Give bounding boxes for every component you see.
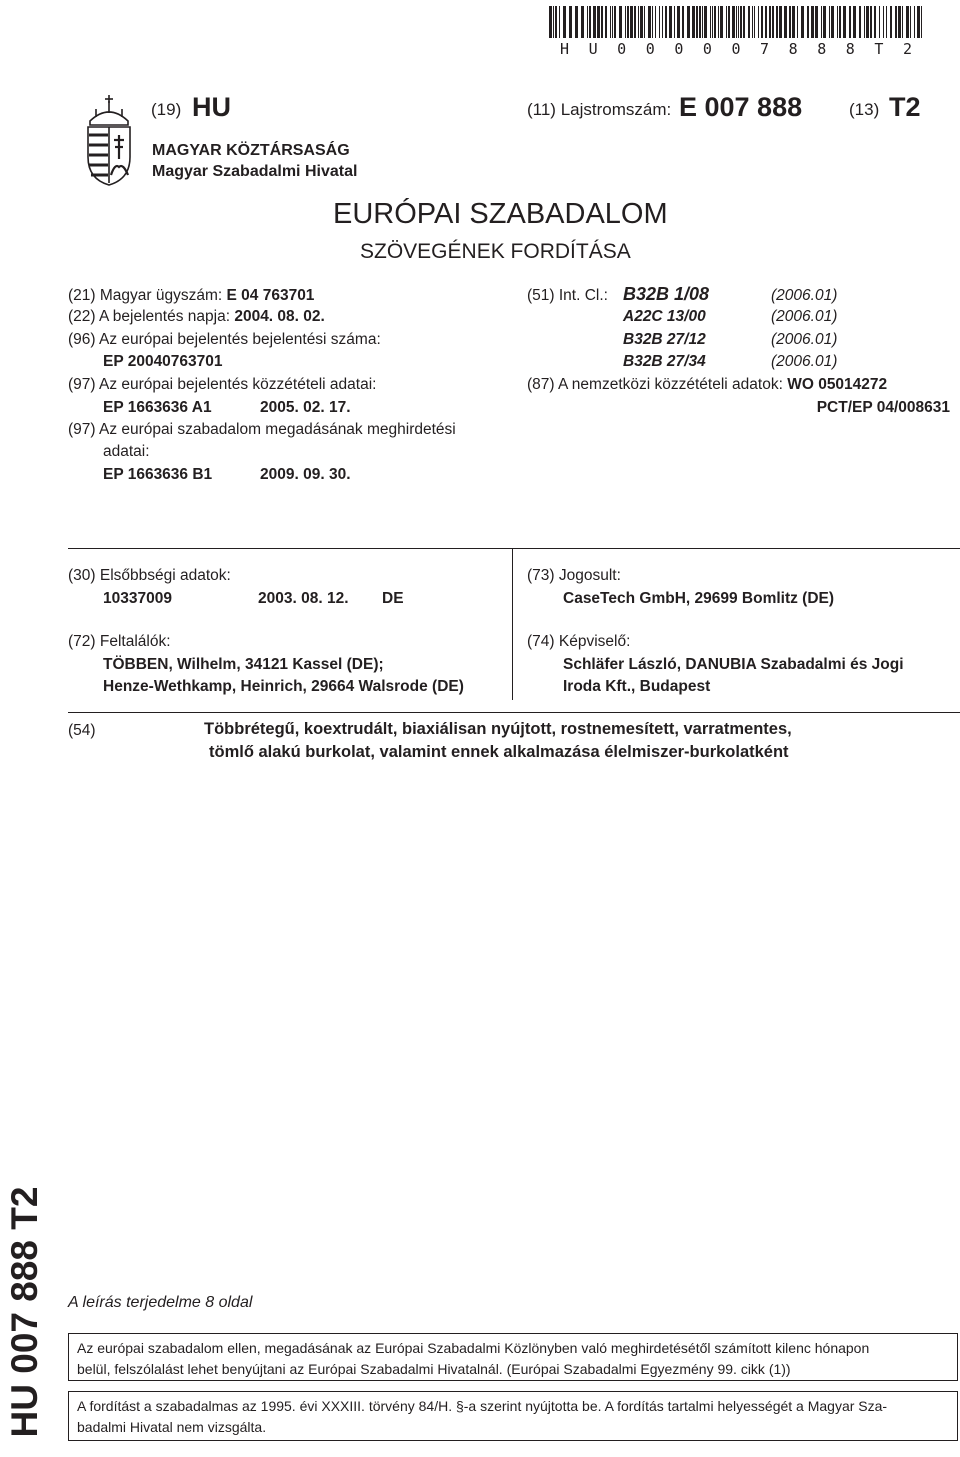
inventor-1: TÖBBEN, Wilhelm, 34121 Kassel (DE);: [103, 656, 384, 673]
field-87: (87) A nemzetközi közzétételi adatok: WO 05014272: [527, 376, 888, 393]
barcode-bar: [879, 6, 880, 38]
barcode-bar: [758, 6, 759, 38]
barcode-bar: [895, 6, 897, 38]
barcode-bar: [823, 6, 826, 38]
barcode-bar: [866, 6, 869, 38]
field-87-pct: PCT/EP 04/008631: [816, 399, 950, 416]
opposition-notice-box: [68, 1333, 958, 1381]
barcode-bar: [743, 6, 745, 38]
barcode-bar: [704, 6, 707, 38]
barcode-bar: [815, 6, 818, 38]
barcode-char: 8: [788, 40, 798, 58]
field-73-label: (73) Jogosult:: [527, 567, 621, 584]
barcode-bar: [674, 6, 675, 38]
barcode-bar: [738, 6, 739, 38]
barcode-bar: [864, 6, 865, 38]
barcode-bar: [549, 6, 552, 38]
barcode-bar: [801, 6, 804, 38]
barcode-bar: [687, 6, 690, 38]
field-97b-label-1: (97) Az európai szabadalom megadásának meghirdetési: [68, 421, 456, 438]
barcode-bar: [728, 6, 730, 38]
barcode-bar: [837, 6, 838, 38]
translation-notice-box: [68, 1391, 958, 1441]
barcode-bar: [898, 6, 901, 38]
barcode-bar: [677, 6, 680, 38]
field-30-date: 2003. 08. 12.: [258, 590, 349, 607]
barcode-bar: [839, 6, 841, 38]
barcode-bar: [563, 6, 566, 38]
ipc-code-1: B32B 1/08: [623, 284, 710, 304]
barcode-bar: [765, 6, 767, 38]
barcode-char: 0: [702, 40, 712, 58]
barcode-bar: [625, 6, 626, 38]
barcode-bar: [792, 6, 795, 38]
barcode-bar: [779, 6, 782, 38]
barcode-bar: [740, 6, 742, 38]
barcode-bar: [605, 6, 607, 38]
inventor-2: Henze-Wethkamp, Heinrich, 29664 Walsrode (DE): [103, 678, 464, 695]
translation-line-1: A fordítást a szabadalmas az 1995. évi XXXIII. törvény 84/H. §-a szerint nyújtotta be. A fordítás tartalmi helyességét a Magyar Sza-: [77, 1398, 888, 1414]
document-title: EURÓPAI SZABADALOM: [333, 198, 668, 230]
field-87-wo: WO 05014272: [787, 376, 888, 393]
barcode-bar: [769, 6, 771, 38]
country-code: HU: [192, 92, 231, 122]
barcode-bar: [692, 6, 695, 38]
field-73-value: CaseTech GmbH, 29699 Bomlitz (DE): [563, 590, 835, 607]
barcode-bar: [652, 6, 653, 38]
barcode-bar: [589, 6, 591, 38]
barcode-char: 0: [674, 40, 684, 58]
barcode-bar: [831, 6, 834, 38]
barcode-bar: [726, 6, 727, 38]
barcode-bar: [614, 6, 616, 38]
code-19: (19): [151, 100, 182, 119]
barcode-bar: [811, 6, 814, 38]
barcode-bar: [640, 6, 643, 38]
barcode-bar: [754, 6, 755, 38]
field-22: (22) A bejelentés napja: 2004. 08. 02.: [68, 308, 325, 325]
field-21-value: E 04 763701: [226, 287, 315, 304]
barcode-bar: [569, 6, 572, 38]
barcode-bar: [587, 6, 588, 38]
barcode-bar: [601, 6, 603, 38]
barcode-bar: [921, 6, 922, 38]
barcode-bar: [853, 6, 856, 38]
field-97a-date: 2005. 02. 17.: [260, 399, 351, 416]
barcode-bar: [906, 6, 909, 38]
barcode-bar: [662, 6, 663, 38]
ipc-version-3: (2006.01): [771, 331, 838, 348]
barcode-bar: [761, 6, 763, 38]
barcode-bar: [784, 6, 787, 38]
kind-code: T2: [889, 92, 921, 122]
barcode-bar: [874, 6, 876, 38]
barcode-bar: [581, 6, 584, 38]
barcode-bar: [655, 6, 656, 38]
barcode-bar: [829, 6, 830, 38]
field-97b-label-2: adatai:: [103, 443, 150, 460]
document-subtitle: SZÖVEGÉNEK FORDÍTÁSA: [360, 240, 631, 263]
barcode-bar: [732, 6, 735, 38]
barcode-bar: [612, 6, 613, 38]
barcode-bar: [748, 6, 750, 38]
barcode-char: 0: [731, 40, 741, 58]
field-51-label: (51) Int. Cl.:: [527, 287, 608, 304]
parties-top-rule: [68, 548, 960, 549]
invention-top-rule: [68, 712, 960, 713]
barcode-bar: [597, 6, 600, 38]
barcode-bar: [702, 6, 703, 38]
barcode-bar: [917, 6, 920, 38]
barcode-bar: [630, 6, 633, 38]
field-74-line-1: Schläfer László, DANUBIA Szabadalmi és Jogi: [563, 656, 904, 673]
field-30-number: 10337009: [103, 590, 172, 607]
code-13: (13): [849, 100, 880, 119]
field-96-label: (96) Az európai bejelentés bejelentési száma:: [68, 331, 381, 348]
barcode-bar: [902, 6, 903, 38]
barcode-bar: [593, 6, 596, 38]
barcode-bar: [559, 6, 560, 38]
parties-divider: [512, 548, 513, 700]
field-30-label: (30) Elsőbbségi adatok:: [68, 567, 231, 584]
barcode-bar: [859, 6, 861, 38]
field-74-line-2: Iroda Kft., Budapest: [563, 678, 711, 695]
barcode-bar: [870, 6, 872, 38]
barcode-bar: [665, 6, 667, 38]
barcode-char: 8: [817, 40, 827, 58]
barcode-bar: [890, 6, 892, 38]
barcode-char: H: [560, 40, 570, 58]
field-72-label: (72) Feltalálók:: [68, 633, 171, 650]
barcode-bar: [883, 6, 884, 38]
field-74-label: (74) Képviselő:: [527, 633, 631, 650]
barcode-bar: [718, 6, 719, 38]
barcode-bar: [886, 6, 887, 38]
barcode-bar: [789, 6, 791, 38]
barcode-bar: [843, 6, 846, 38]
barcode-bar: [849, 6, 851, 38]
barcode-bar: [634, 6, 636, 38]
barcode-bar: [575, 6, 578, 38]
barcode-char: 8: [845, 40, 855, 58]
barcode-bar: [553, 6, 554, 38]
field-97b-number: EP 1663636 B1: [103, 466, 213, 483]
barcode-bar: [619, 6, 622, 38]
office-name: Magyar Szabadalmi Hivatal: [152, 163, 358, 180]
barcode-bar: [807, 6, 809, 38]
field-97a-number: EP 1663636 A1: [103, 399, 212, 416]
barcode-bar: [555, 6, 557, 38]
code-11-label: (11) Lajstromszám:: [527, 100, 672, 119]
barcode-bar: [699, 6, 701, 38]
translation-line-2: badalmi Hivatal nem vizsgálta.: [77, 1419, 267, 1435]
barcode-char: 2: [902, 40, 912, 58]
barcode-bar: [648, 6, 651, 38]
ipc-version-4: (2006.01): [771, 353, 838, 370]
barcode-bar: [669, 6, 672, 38]
barcode-text: [560, 40, 912, 58]
barcode-bar: [776, 6, 778, 38]
ipc-code-2: A22C 13/00: [623, 308, 706, 325]
barcode-char: U: [588, 40, 598, 58]
field-21: (21) Magyar ügyszám: E 04 763701: [68, 287, 315, 304]
barcode-bar: [914, 6, 915, 38]
barcode-bar: [714, 6, 716, 38]
barcode: [549, 6, 925, 38]
barcode-char: T: [874, 40, 884, 58]
barcode-bar: [712, 6, 713, 38]
barcode-char: 7: [760, 40, 770, 58]
barcode-bar: [696, 6, 698, 38]
field-22-value: 2004. 08. 02.: [234, 308, 325, 325]
barcode-bar: [627, 6, 629, 38]
barcode-bar: [710, 6, 711, 38]
barcode-char: 0: [617, 40, 627, 58]
field-96-value: EP 20040763701: [103, 353, 223, 370]
ipc-code-4: B32B 27/34: [623, 353, 706, 370]
opposition-line-2: belül, felszólalást lehet benyújtani az Európai Szabadalmi Hivatalnál. (Európai Szabadalmi Egyezmény 99. cikk (1)): [77, 1361, 791, 1377]
barcode-bar: [736, 6, 737, 38]
barcode-bar: [772, 6, 774, 38]
coat-of-arms-emblem: [80, 95, 138, 187]
barcode-bar: [659, 6, 660, 38]
pages-note: A leírás terjedelme 8 oldal: [68, 1294, 253, 1311]
opposition-line-1: Az európai szabadalom ellen, megadásának az Európai Szabadalmi Közlönyben való meghirdetésétől számított kilenc hónapon: [77, 1340, 870, 1356]
ipc-version-1: (2006.01): [771, 287, 838, 304]
barcode-bar: [610, 6, 611, 38]
barcode-bar: [821, 6, 822, 38]
barcode-bar: [720, 6, 723, 38]
registration-number: E 007 888: [679, 92, 803, 122]
barcode-bar: [644, 6, 645, 38]
barcode-bar: [797, 6, 798, 38]
field-54-code: (54): [68, 722, 96, 739]
ipc-code-3: B32B 27/12: [623, 331, 706, 348]
state-name: MAGYAR KÖZTÁRSASÁG: [152, 142, 350, 159]
barcode-bar: [910, 6, 911, 38]
invention-title-line-1: Többrétegű, koextrudált, biaxiálisan nyújtott, rostnemesített, varratmentes,: [204, 720, 792, 738]
barcode-bar: [682, 6, 684, 38]
barcode-bar: [638, 6, 639, 38]
barcode-bar: [752, 6, 753, 38]
invention-title-line-2: tömlő alakú burkolat, valamint ennek alkalmazása élelmiszer-burkolatként: [209, 743, 789, 761]
field-97a-label: (97) Az európai bejelentés közzétételi adatai:: [68, 376, 377, 393]
field-30-country: DE: [382, 590, 404, 607]
ipc-version-2: (2006.01): [771, 308, 838, 325]
barcode-char: 0: [645, 40, 655, 58]
field-97b-date: 2009. 09. 30.: [260, 466, 351, 483]
vertical-document-id: HU 007 888 T2: [4, 1186, 45, 1438]
